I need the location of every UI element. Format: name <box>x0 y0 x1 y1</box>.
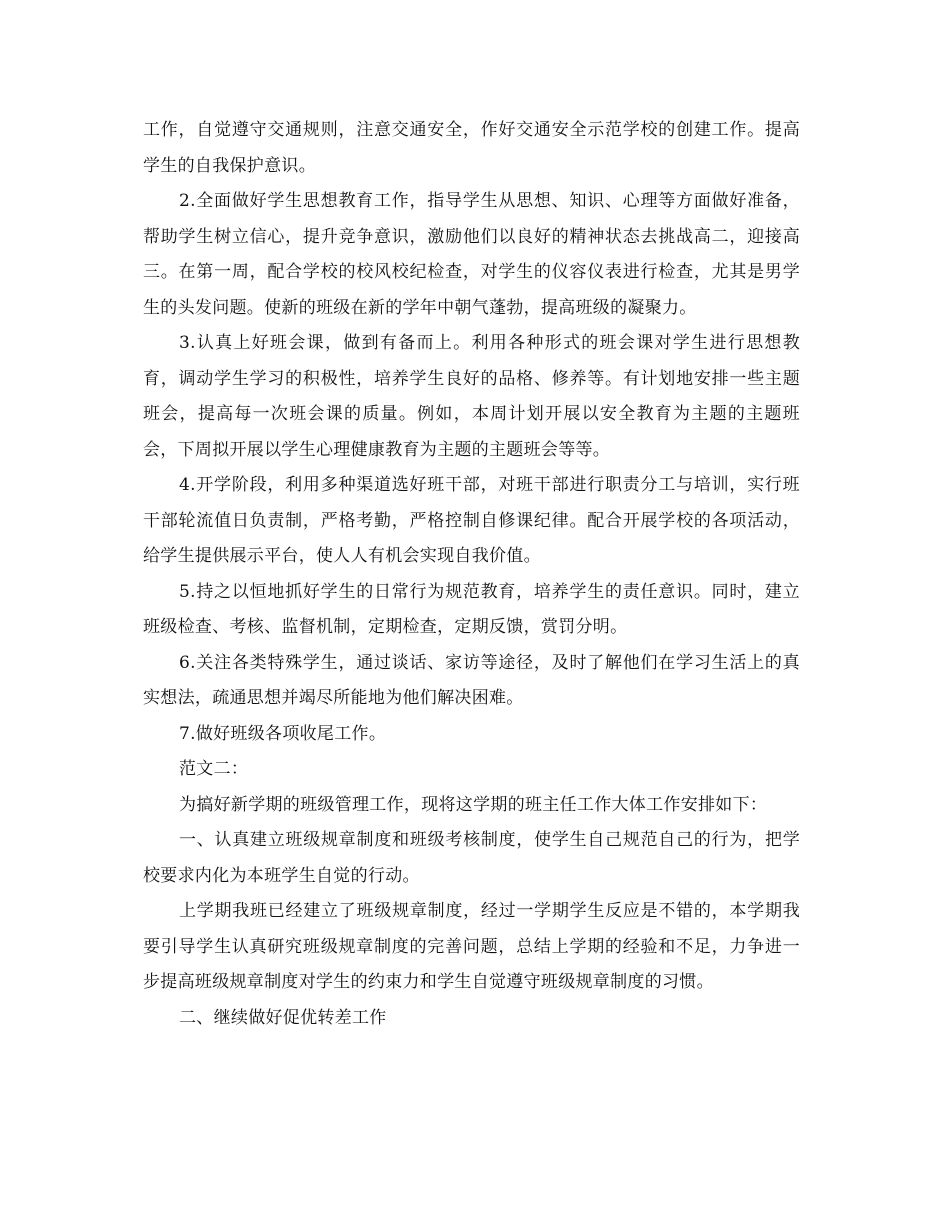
paragraph-item-2: 2.全面做好学生思想教育工作，指导学生从思想、知识、心理等方面做好准备，帮助学生树立信心，提升竞争意识，激励他们以良好的精神状态去挑战高二，迎接高三。在第一周，配合学校的校风校纪检查，对学生的仪容仪表进行检查，尤其是男学生的头发问题。使新的班级在新的学年中朝气蓬勃，提高班级的凝聚力。 <box>143 191 800 318</box>
paragraph-item-3: 3.认真上好班会课，做到有备而上。利用各种形式的班会课对学生进行思想教育，调动学生学习的积极性，培养学生良好的品格、修养等。有计划地安排一些主题班会，提高每一次班会课的质量。例如，本周计划开展以安全教育为主题的主题班会，下周拟开展以学生心理健康教育为主题的主题班会等等。 <box>143 333 800 460</box>
paragraph-section-one: 一、认真建立班级规章制度和班级考核制度，使学生自己规范自己的行为，把学校要求内化为本班学生自觉的行动。 <box>143 830 800 886</box>
paragraph-item-4: 4.开学阶段，利用多种渠道选好班干部，对班干部进行职责分工与培训，实行班干部轮流值日负责制，严格考勤，严格控制自修课纪律。配合开展学校的各项活动，给学生提供展示平台，使人人有机会实现自我价值。 <box>143 475 800 566</box>
paragraph-intro: 为搞好新学期的班级管理工作，现将这学期的班主任工作大体工作安排如下： <box>179 794 768 815</box>
paragraph-item-7: 7.做好班级各项收尾工作。 <box>179 723 387 744</box>
paragraph-section-one-detail: 上学期我班已经建立了班级规章制度，经过一学期学生反应是不错的，本学期我要引导学生认真研究班级规章制度的完善问题，总结上学期的经验和不足，力争进一步提高班级规章制度对学生的约束力和学生自觉遵守班级规章制度的习惯。 <box>143 901 800 992</box>
section-heading-sample-two: 范文二： <box>179 759 249 779</box>
paragraph-section-two-heading: 二、继续做好促优转差工作 <box>179 1007 387 1028</box>
document-body <box>143 113 800 1036</box>
paragraph-continued: 工作，自觉遵守交通规则，注意交通安全，作好交通安全示范学校的创建工作。提高学生的自我保护意识。 <box>143 120 800 176</box>
paragraph-item-5: 5.持之以恒地抓好学生的日常行为规范教育，培养学生的责任意识。同时，建立班级检查、考核、监督机制，定期检查，定期反馈，赏罚分明。 <box>143 581 800 637</box>
paragraph-item-6: 6.关注各类特殊学生，通过谈话、家访等途径，及时了解他们在学习生活上的真实想法，疏通思想并竭尽所能地为他们解决困难。 <box>143 652 800 708</box>
